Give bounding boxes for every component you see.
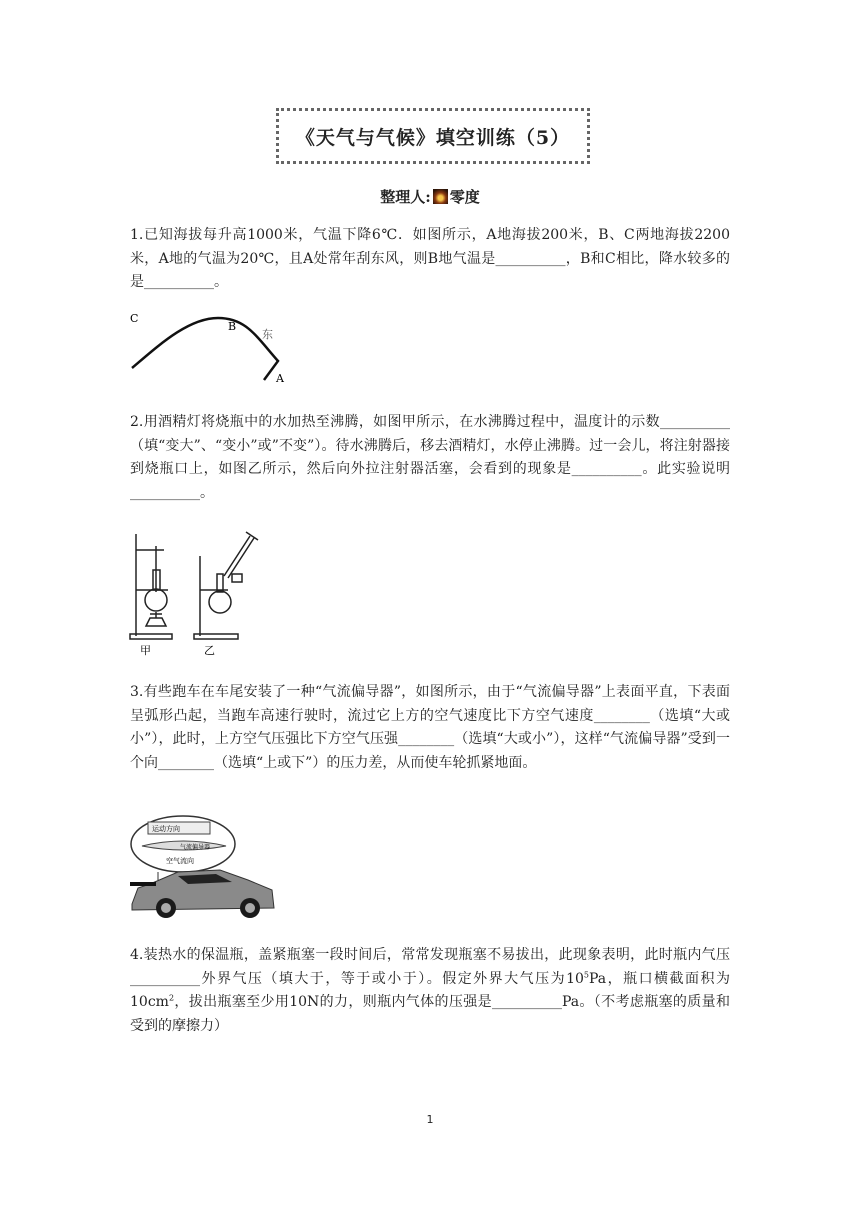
question-3: 3.有些跑车在车尾安装了一种“气流偏导器”，如图所示，由于“气流偏导器”上表面平直，下表面呈弧形凸起，当跑车高速行驶时，流过它上方的空气速度比下方空气速度________（选填“大或小”），此时，上方空气压强比下方空气压强________（选填“大或小”），这样“气流偏导器”受到一个向________（选填“上或下”）的压力差，从而使车轮抓紧地面。 — [130, 684, 730, 771]
question-2: 2.用酒精灯将烧瓶中的水加热至沸腾，如图甲所示，在水沸腾过程中，温度计的示数__________（填“变大”、“变小”或”不变”）。待水沸腾后，移去酒精灯，水停止沸腾。过一会儿，将注射器接到烧瓶口上，如图乙所示，然后向外拉注射器活塞，会看到的现象是__________。此实验说明__________。 — [130, 414, 730, 501]
label-b: B — [228, 320, 237, 333]
label-motion-direction: 运动方向 — [152, 825, 180, 833]
page-number: 1 — [426, 1113, 434, 1126]
mountain-figure — [128, 306, 298, 386]
compiler-line — [0, 186, 860, 207]
sunset-icon — [433, 189, 448, 204]
question-1: 1.已知海拔每升高1000米，气温下降6℃．如图所示，A地海拔200米，B、C两地海拔2200米，A地的气温为20℃，且A处常年刮东风，则B地气温是__________，B和C相比，降水较多的是__________。 — [130, 227, 730, 290]
compiler-prefix: 整理人: — [380, 188, 431, 206]
title-text: 《天气与气候》填空训练（5） — [295, 126, 571, 149]
mountain-profile — [132, 318, 278, 380]
document-title — [276, 108, 590, 164]
label-yi: 乙 — [204, 644, 215, 657]
question-4: 4.装热水的保温瓶，盖紧瓶塞一段时间后，常常发现瓶塞不易拔出，此现象表明，此时瓶内气压__________外界气压（填大于，等于或小于）。假定外界大气压为$10^5Pa$，瓶口横截面积为$10cm^2$，拔出瓶塞至少用10N的力，则瓶内气体的压强是__________Pa。（不考虑瓶塞的质量和受到的摩擦力） — [130, 947, 730, 1034]
compiler-name: 零度 — [449, 188, 480, 206]
label-c: C — [130, 312, 139, 325]
label-east: 东 — [262, 328, 273, 341]
label-jia: 甲 — [140, 644, 151, 657]
label-airflow: 空气流向 — [166, 857, 194, 865]
label-deflector: 气流偏导器 — [180, 844, 211, 851]
sports-car-figure — [128, 814, 278, 920]
label-a: A — [276, 372, 284, 385]
boiling-experiment-figure — [128, 530, 268, 660]
